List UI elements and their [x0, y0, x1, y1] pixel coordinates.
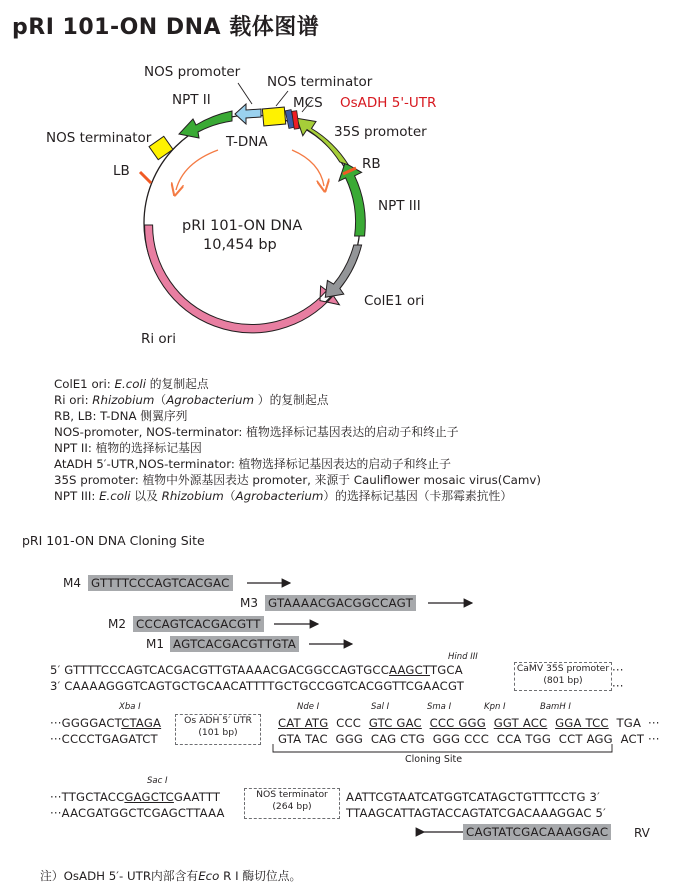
seq-row2-codons-top: CAT ATG CCC GTC GAC CCC GGG GGT ACC GGA TCC TGA	[278, 716, 642, 730]
description-35s: 35S promoter: 植物中外源基因表达 promoter, 来源于 Cauliflower mosaic virus(Camv)	[54, 473, 541, 487]
seq-row3-top-left: ···TTGCTACCGAGCTCGAATTT	[50, 790, 221, 804]
primer-m3-label: M3	[240, 596, 258, 610]
label-35s-promoter: 35S promoter	[334, 124, 427, 140]
seq-row2-bottom-left: ···CCCCTGAGATCT	[50, 732, 158, 746]
seq-row3-top-right: AATTCGTAATCATGGTCATAGCTGTTTCCTG 3′	[346, 790, 600, 804]
primer-rv-seq: CAGTATCGACAAAGGAC	[463, 824, 611, 840]
primer-m2-label: M2	[108, 617, 126, 631]
description-riori: Ri ori: Rhizobium（Agrobacterium ）的复制起点	[54, 393, 329, 407]
enzyme-xbai: Xba I	[119, 702, 141, 712]
label-nos-terminator-top: NOS terminator	[267, 74, 373, 90]
seq-row2-codons-bottom: GTA TAC GGG CAG CTG GGG CCC CCA TGG CCT AGG ACT	[278, 732, 645, 746]
label-rb: RB	[362, 156, 381, 172]
label-lb: LB	[113, 163, 130, 179]
npt2-feature	[179, 111, 232, 138]
primer-m2-seq: CCCAGTCACGACGTT	[133, 616, 264, 632]
plasmid-center-name: pRI 101-ON DNA	[182, 218, 303, 234]
description-cole1: ColE1 ori: E.coli 的复制起点	[54, 377, 209, 391]
primer-m4-seq: GTTTTCCCAGTCACGAC	[88, 575, 233, 591]
cloning-site-title: pRI 101-ON DNA Cloning Site	[22, 533, 205, 548]
enzyme-hindiii: Hind III	[448, 652, 478, 662]
box-osadh-utr: Os ADH 5′ UTR (101 bp)	[175, 714, 261, 745]
npt3-feature	[339, 163, 365, 236]
primer-m1-label: M1	[146, 637, 164, 651]
nos-terminator-left-feature	[149, 136, 173, 159]
enzyme-saci: Sac I	[147, 776, 168, 786]
description-npt2: NPT II: 植物的选择标记基因	[54, 441, 202, 455]
seq-row1-dots-top: ···	[612, 663, 624, 677]
label-npt3: NPT III	[378, 198, 421, 214]
cole1-ori-feature	[325, 245, 361, 297]
enzyme-smai: Sma I	[427, 702, 452, 712]
seq-row1-dots-bottom: ···	[612, 679, 624, 693]
label-nos-promoter: NOS promoter	[144, 64, 241, 80]
enzyme-sali: Sal I	[371, 702, 390, 712]
cloning-site-label: Cloning Site	[405, 754, 463, 765]
seq-row2-dots-bottom: ···	[648, 732, 660, 746]
box-nos-terminator: NOS terminator (264 bp)	[244, 788, 340, 819]
enzyme-ndei: Nde I	[297, 702, 320, 712]
label-tdna: T-DNA	[226, 134, 268, 150]
seq-row3-bottom-left: ···AACGATGGCTCGAGCTTAAA	[50, 806, 225, 820]
label-osadh-utr: OsADH 5'-UTR	[340, 95, 437, 111]
primer-rv-arrow	[410, 825, 470, 839]
label-npt2: NPT II	[172, 92, 211, 108]
seq-row2-top-left: ···GGGGACTCTAGA	[50, 716, 162, 730]
nos-terminator-top-feature	[262, 107, 285, 126]
box-camv-35s: CaMV 35S promoter (801 bp)	[514, 662, 612, 691]
label-ri-ori: Ri ori	[141, 331, 176, 347]
enzyme-bamhi: BamH I	[540, 702, 571, 712]
primer-m1-seq: AGTCACGACGTTGTA	[170, 636, 299, 652]
footnote: 注）OsADH 5′- UTR内部含有Eco R I 酶切位点。	[40, 869, 302, 883]
page-title: pRI 101-ON DNA 载体图谱	[12, 15, 320, 40]
seq-row1-top: 5′ GTTTTCCCAGTCACGACGTTGTAAAACGACGGCCAGTGCCAAGCTTGCA	[50, 663, 463, 677]
lb-border-mark	[140, 172, 151, 183]
label-mcs: MCS	[293, 95, 323, 111]
primer-rv-label: RV	[634, 826, 650, 840]
seq-row3-bottom-right: TTAAGCATTAGTACCAGTATCGACAAAGGAC 5′	[346, 806, 606, 820]
primer-m3-seq: GTAAAACGACGGCCAGT	[265, 595, 416, 611]
tdna-right-arrow	[292, 150, 324, 186]
description-rb-lb: RB, LB: T-DNA 侧翼序列	[54, 409, 188, 423]
tdna-left-arrow	[176, 150, 218, 190]
description-atadh: AtADH 5′-UTR,NOS-terminator: 植物选择标记基因表达的启动子和终止子	[54, 457, 451, 471]
label-nos-terminator-left: NOS terminator	[46, 130, 152, 146]
enzyme-kpni: Kpn I	[484, 702, 506, 712]
description-nos: NOS-promoter, NOS-terminator: 植物选择标记基因表达的启动子和终止子	[54, 425, 459, 439]
seq-row2-dots-top: ···	[648, 716, 660, 730]
plasmid-center-size: 10,454 bp	[203, 237, 277, 253]
seq-row1-bottom: 3′ CAAAAGGGTCAGTGCTGCAACATTTTGCTGCCGGTCACGGTTCGAACGT	[50, 679, 465, 693]
label-cole1-ori: ColE1 ori	[364, 293, 425, 309]
description-npt3: NPT III: E.coli 以及 Rhizobium（Agrobacterium）的选择标记基因（卡那霉素抗性）	[54, 489, 513, 503]
primer-m4-label: M4	[63, 576, 81, 590]
nos-promoter-feature	[235, 104, 261, 124]
